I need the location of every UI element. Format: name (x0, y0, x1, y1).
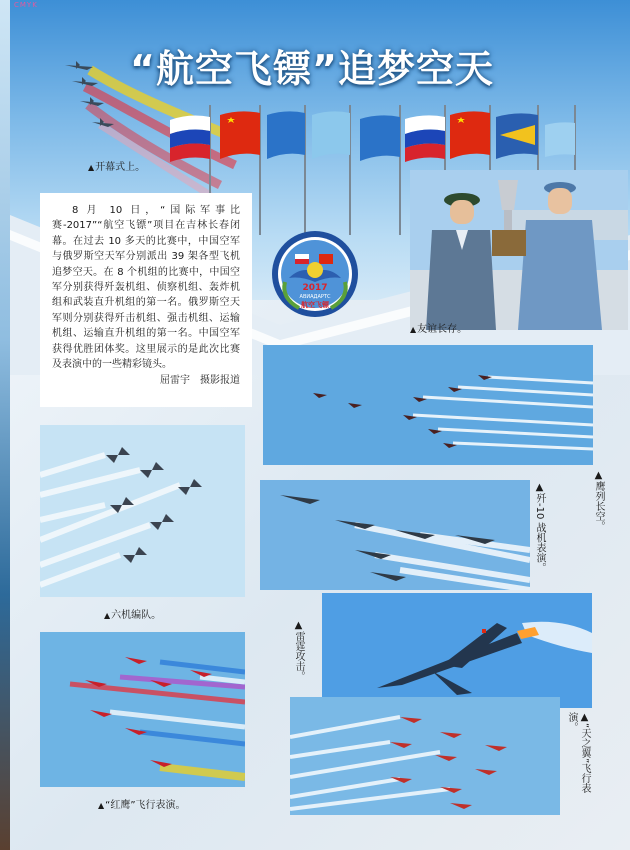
russia-flag-icon (170, 116, 210, 162)
caption-thunder: ▲雷霆攻击。 (293, 620, 304, 681)
thunder-attack-photo (322, 593, 592, 708)
caption-opening: ▲开幕式上。 (88, 162, 146, 173)
caption-eagle-sky: ▲鹰列长空。 (593, 470, 604, 531)
caption-friendship: ▲友谊长存。 (410, 324, 468, 335)
printer-marks: CMYK (14, 1, 38, 9)
article-byline: 屈雷宇 摄影报道 (160, 375, 240, 387)
emblem-chinese: 航空飞镖 (301, 301, 329, 309)
emblem-year: 2017 (302, 283, 328, 293)
friendship-photo (410, 170, 628, 330)
caption-wings: ▲“天之翼”飞行表演。 (566, 712, 590, 794)
air-force-flag-icon (267, 111, 305, 159)
wings-photo (290, 697, 560, 815)
caption-j10: ▲歼-10 战机表演。 (534, 482, 545, 573)
emblem-latin: АВИАДАРТС (299, 294, 331, 300)
caption-six-formation: ▲六机编队。 (104, 610, 162, 621)
red-eagle-photo (40, 632, 245, 787)
j10-photo (260, 480, 530, 590)
china-flag-icon (220, 111, 260, 159)
eagle-formation-photo (263, 345, 593, 465)
aviadarts-emblem (271, 230, 359, 318)
article-text-box (40, 193, 252, 407)
six-formation-photo (40, 425, 245, 597)
article-body: 8 月 10 日，“国际军事比赛-2017”“航空飞镖”项目在吉林长春闭幕。在过去 10 多天的比赛中，中国空军与俄罗斯空天军分别派出 39 架各型飞机追梦空天。在 8 个机组的比赛中，中国空军分别获得歼轰机组、侦察机组、轰炸机组和武装直升机组的第一名。俄罗斯空天军则分别获得歼击机组、强击机组、运输机组、运输直升机组的第一名。中国空军获得优胜团体奖。这里展示的是此次比赛及表演中的一些精彩镜头。 (52, 205, 240, 371)
left-edge-strip (0, 0, 10, 850)
caption-red-eagle: ▲“红鹰”飞行表演。 (98, 800, 186, 811)
page-title: “航空飞镖”追梦空天 (130, 47, 494, 91)
